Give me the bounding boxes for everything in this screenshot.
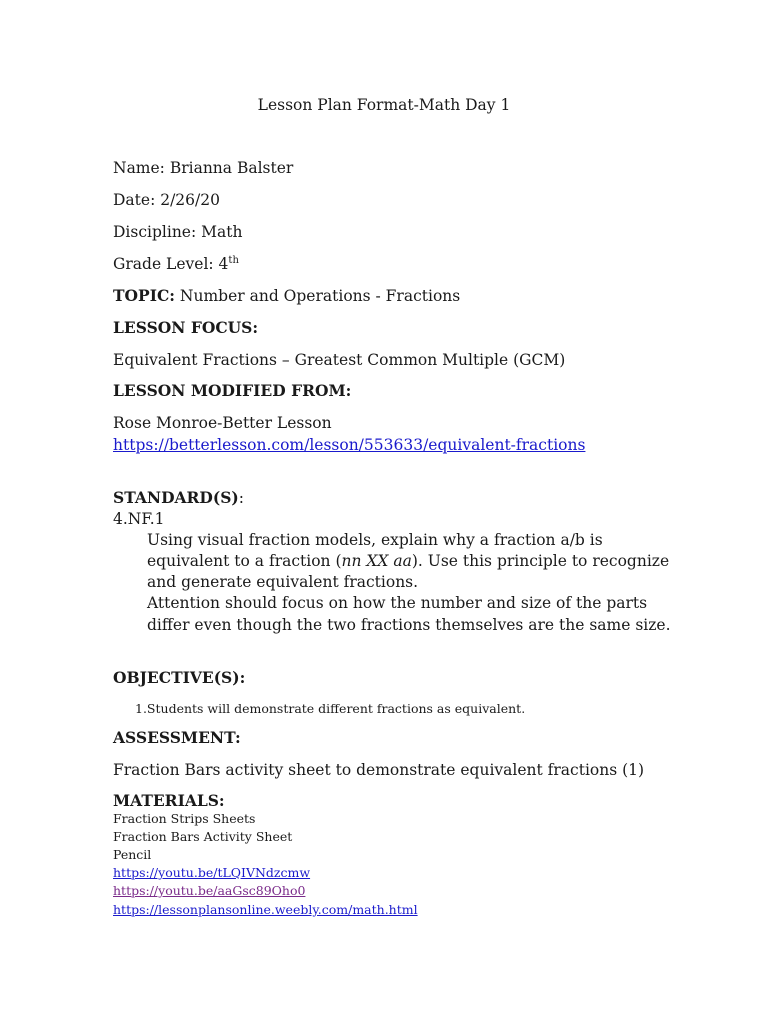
discipline-line: Discipline: Math (113, 223, 243, 241)
lesson-focus-text: Equivalent Fractions – Greatest Common Multiple (GCM) (113, 351, 566, 369)
lesson-source: Rose Monroe-Better Lesson (113, 414, 332, 432)
standard-code: 4.NF.1 (113, 510, 165, 528)
standard-line-1: Using visual fraction models, explain why a fraction a/b is (147, 531, 603, 549)
standards-heading-line (113, 488, 244, 508)
document-title: Lesson Plan Format-Math Day 1 (257, 96, 511, 114)
material-item-3: Pencil (113, 847, 152, 862)
standards-heading: STANDARD(S) (113, 488, 239, 507)
topic-line (113, 286, 460, 306)
standard-line-5: differ even though the two fractions themselves are the same size. (147, 616, 671, 634)
standard-line-2-pre: equivalent to a fraction ( (147, 552, 342, 570)
material-link-3[interactable]: https://lessonplansonline.weebly.com/math.html (113, 902, 418, 917)
materials-heading: MATERIALS: (113, 791, 225, 810)
grade-superscript: th (228, 254, 239, 266)
standard-line-2 (147, 551, 669, 571)
standard-math-expression: nn XX aa (341, 552, 412, 570)
lesson-modified-heading: LESSON MODIFIED FROM: (113, 381, 352, 400)
material-link-2[interactable]: https://youtu.be/aaGsc89Oho0 (113, 883, 306, 898)
grade-line (113, 254, 239, 274)
assessment-heading: ASSESSMENT: (113, 728, 241, 747)
material-item-1: Fraction Strips Sheets (113, 811, 256, 826)
topic-heading: TOPIC: (113, 286, 175, 305)
grade-label: Grade Level: 4 (113, 255, 229, 273)
lesson-source-link[interactable]: https://betterlesson.com/lesson/553633/equivalent-fractions (113, 436, 586, 454)
standard-line-2-post: ). Use this principle to recognize (411, 552, 670, 570)
name-line: Name: Brianna Balster (113, 159, 294, 177)
objective-item-1: 1.Students will demonstrate different fractions as equivalent. (135, 701, 526, 716)
standard-line-3: and generate equivalent fractions. (147, 573, 419, 591)
date-line: Date: 2/26/20 (113, 191, 220, 209)
assessment-text: Fraction Bars activity sheet to demonstrate equivalent fractions (1) (113, 761, 645, 779)
lesson-focus-heading: LESSON FOCUS: (113, 318, 259, 337)
objectives-heading: OBJECTIVE(S): (113, 668, 246, 687)
material-link-1[interactable]: https://youtu.be/tLQIVNdzcmw (113, 865, 311, 880)
standard-line-4: Attention should focus on how the number and size of the parts (147, 594, 648, 612)
material-item-2: Fraction Bars Activity Sheet (113, 829, 293, 844)
topic-value: Number and Operations - Fractions (175, 287, 461, 305)
standards-colon: : (238, 489, 244, 507)
